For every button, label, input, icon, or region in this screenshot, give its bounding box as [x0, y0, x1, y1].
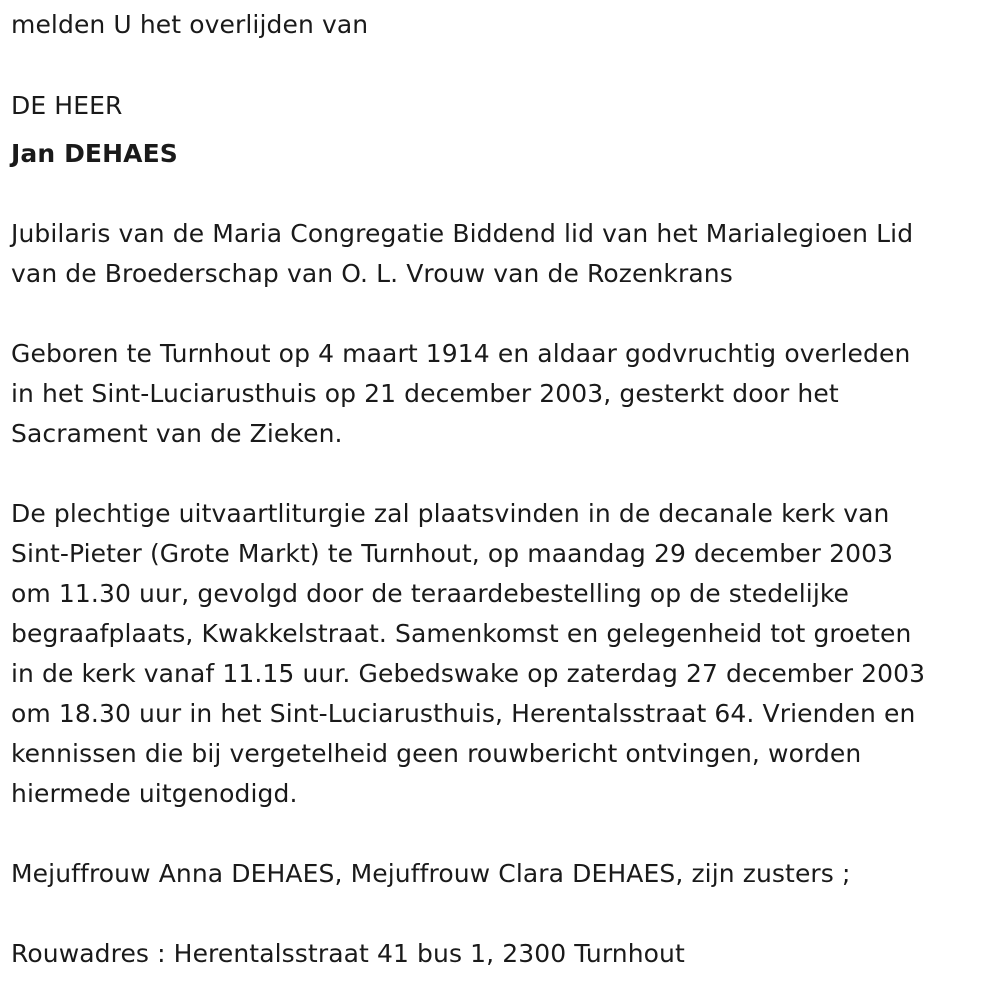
- intro-text: melden U het overlijden van: [11, 10, 369, 39]
- birth-death-line: Sacrament van de Zieken.: [11, 419, 343, 448]
- memberships-line: van de Broederschap van O. L. Vrouw van de Rozenkrans: [11, 259, 733, 288]
- memberships-line: Jubilaris van de Maria Congregatie Biddend lid van het Marialegioen Lid: [11, 219, 914, 248]
- birth-death-line: in het Sint-Luciarusthuis op 21 december 2003, gesterkt door het: [11, 379, 839, 408]
- funeral-paragraph: [11, 494, 986, 814]
- funeral-line: in de kerk vanaf 11.15 uur. Gebedswake op zaterdag 27 december 2003: [11, 659, 926, 688]
- mourning-address: Rouwadres : Herentalsstraat 41 bus 1, 2300 Turnhout: [11, 939, 685, 968]
- honorific: DE HEER: [11, 91, 123, 120]
- memberships-paragraph: [11, 214, 986, 294]
- deceased-name: Jan DEHAES: [11, 139, 178, 168]
- funeral-line: om 18.30 uur in het Sint-Luciarusthuis, Herentalsstraat 64. Vrienden en: [11, 699, 916, 728]
- family-text: Mejuffrouw Anna DEHAES, Mejuffrouw Clara DEHAES, zijn zusters ;: [11, 859, 851, 888]
- funeral-line: De plechtige uitvaartliturgie zal plaatsvinden in de decanale kerk van: [11, 499, 890, 528]
- funeral-line: hiermede uitgenodigd.: [11, 779, 298, 808]
- funeral-line: Sint-Pieter (Grote Markt) te Turnhout, op maandag 29 december 2003: [11, 539, 894, 568]
- birth-death-line: Geboren te Turnhout op 4 maart 1914 en aldaar godvruchtig overleden: [11, 339, 911, 368]
- funeral-line: om 11.30 uur, gevolgd door de teraardebestelling op de stedelijke: [11, 579, 850, 608]
- birth-death-paragraph: [11, 334, 986, 454]
- funeral-line: begraafplaats, Kwakkelstraat. Samenkomst en gelegenheid tot groeten: [11, 619, 912, 648]
- funeral-line: kennissen die bij vergetelheid geen rouwbericht ontvingen, worden: [11, 739, 862, 768]
